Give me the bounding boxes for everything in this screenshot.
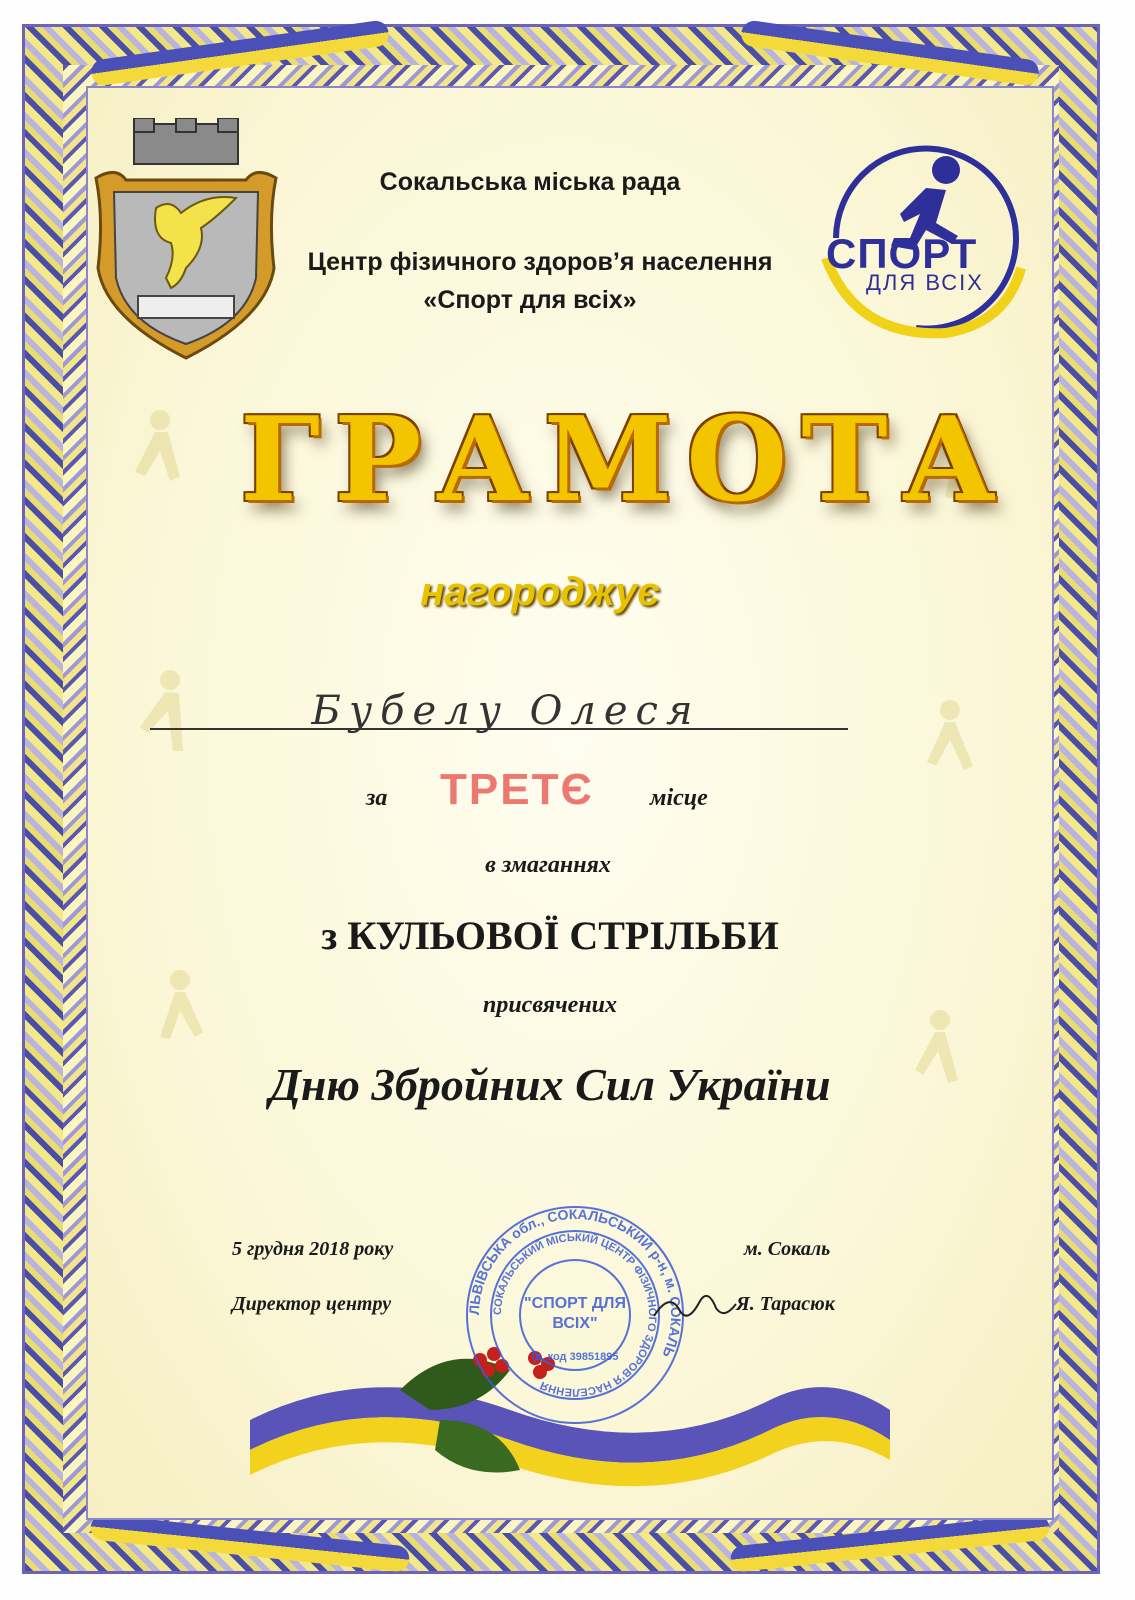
award-place: ТРЕТЄ (440, 765, 594, 814)
director-signature (650, 1286, 740, 1326)
recipient-name: Бубелу Олеся (311, 688, 701, 734)
stamp-center-text-1: "СПОРТ ДЛЯ (524, 1295, 626, 1312)
issue-date: 5 грудня 2018 року (232, 1238, 394, 1260)
recipient-underline (150, 728, 848, 730)
director-name: Я. Тарасюк (736, 1293, 835, 1315)
logo-text-main: СПОРТ (826, 230, 978, 277)
competition-line: в змаганнях (485, 852, 611, 878)
stamp-code: Ід. код 39851895 (531, 1351, 619, 1363)
org-name-line1: Сокальська міська рада (379, 168, 681, 196)
stamp-middle-text: СОКАЛЬСЬКИЙ МІСЬКИЙ ЦЕНТР ФІЗИЧНОГО ЗДОРОВ’Я НАСЕЛЕННЯ (491, 1231, 659, 1399)
org-name-line2: Центр фізичного здоров’я населення (307, 248, 773, 276)
certificate-title: ГРАМОТА (240, 392, 1011, 528)
issue-city: м. Сокаль (744, 1238, 831, 1260)
stamp-center-text-2: ВСІХ" (552, 1315, 598, 1332)
award-prefix: за (366, 785, 388, 811)
award-suffix: місце (650, 785, 708, 811)
occasion: Дню Збройних Сил України (269, 1059, 831, 1110)
falcon-coat-of-arms-icon (86, 118, 286, 368)
director-label: Директор центру (232, 1293, 392, 1315)
stamp-outer-text: ЛЬВІВСЬКА обл., СОКАЛЬСЬКИЙ р-н, м. СОКАЛЬ (465, 1205, 685, 1361)
logo-text-sub: ДЛЯ ВСІХ (866, 270, 984, 295)
org-name-line3: «Спорт для всіх» (423, 286, 637, 314)
discipline: з КУЛЬОВОЇ СТРІЛЬБИ (321, 913, 779, 958)
certificate-subtitle: нагороджує (420, 570, 660, 614)
dedicated-line: присвячених (482, 992, 618, 1018)
